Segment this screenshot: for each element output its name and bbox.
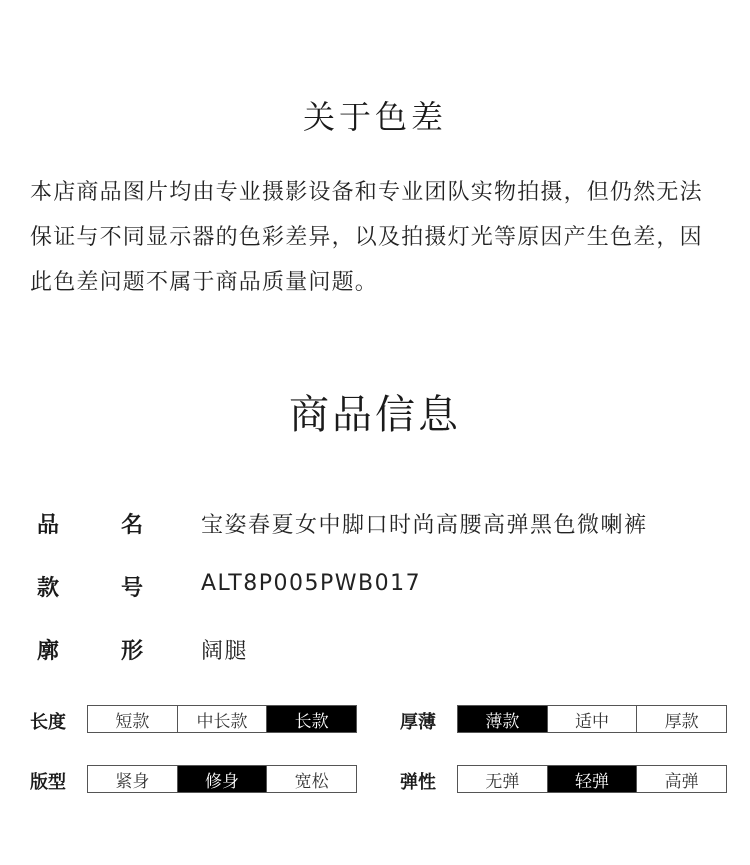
attr-option: 厚款	[636, 706, 726, 732]
info-row-silhouette	[0, 628, 750, 668]
info-label-b: 名	[121, 513, 144, 538]
info-value: 宝姿春夏女中脚口时尚高腰高弹黑色微喇裤	[201, 513, 648, 538]
attr-scale-fit	[87, 765, 357, 793]
attr-scale-thickness	[457, 705, 727, 733]
attr-label-fit: 版型	[30, 772, 66, 793]
info-value: 阔腿	[201, 639, 249, 664]
attr-option: 高弹	[636, 766, 726, 792]
attr-scale-elasticity	[457, 765, 727, 793]
attr-option: 修身	[177, 766, 267, 792]
info-label-a: 品	[37, 513, 60, 538]
info-row-style-number	[0, 565, 750, 605]
attr-option: 无弹	[485, 771, 520, 792]
attr-option: 短款	[115, 711, 150, 732]
attr-option: 适中	[547, 706, 637, 732]
info-row-name	[0, 502, 750, 542]
product-info-title: 商品信息	[289, 392, 461, 438]
attr-option: 轻弹	[547, 766, 637, 792]
info-label-b: 号	[121, 576, 144, 601]
attr-label-thickness: 厚薄	[400, 712, 436, 733]
attr-option: 薄款	[458, 706, 547, 732]
attr-option: 紧身	[115, 771, 150, 792]
attr-label-length: 长度	[30, 712, 66, 733]
color-notice-title: 关于色差	[302, 98, 447, 136]
attr-option: 长款	[266, 706, 356, 732]
info-label-a: 款	[37, 576, 60, 601]
info-label-b: 形	[121, 639, 144, 664]
info-label-a: 廓	[37, 639, 60, 664]
info-value: ALT8P005PWB017	[201, 571, 422, 596]
attr-option: 宽松	[266, 766, 356, 792]
color-notice-body: 本店商品图片均由专业摄影设备和专业团队实物拍摄，但仍然无法保证与不同显示器的色彩差异，以及拍摄灯光等原因产生色差，因此色差问题不属于商品质量问题。	[30, 180, 703, 295]
attr-option: 中长款	[177, 706, 267, 732]
attr-label-elasticity: 弹性	[400, 772, 436, 793]
attr-scale-length	[87, 705, 357, 733]
